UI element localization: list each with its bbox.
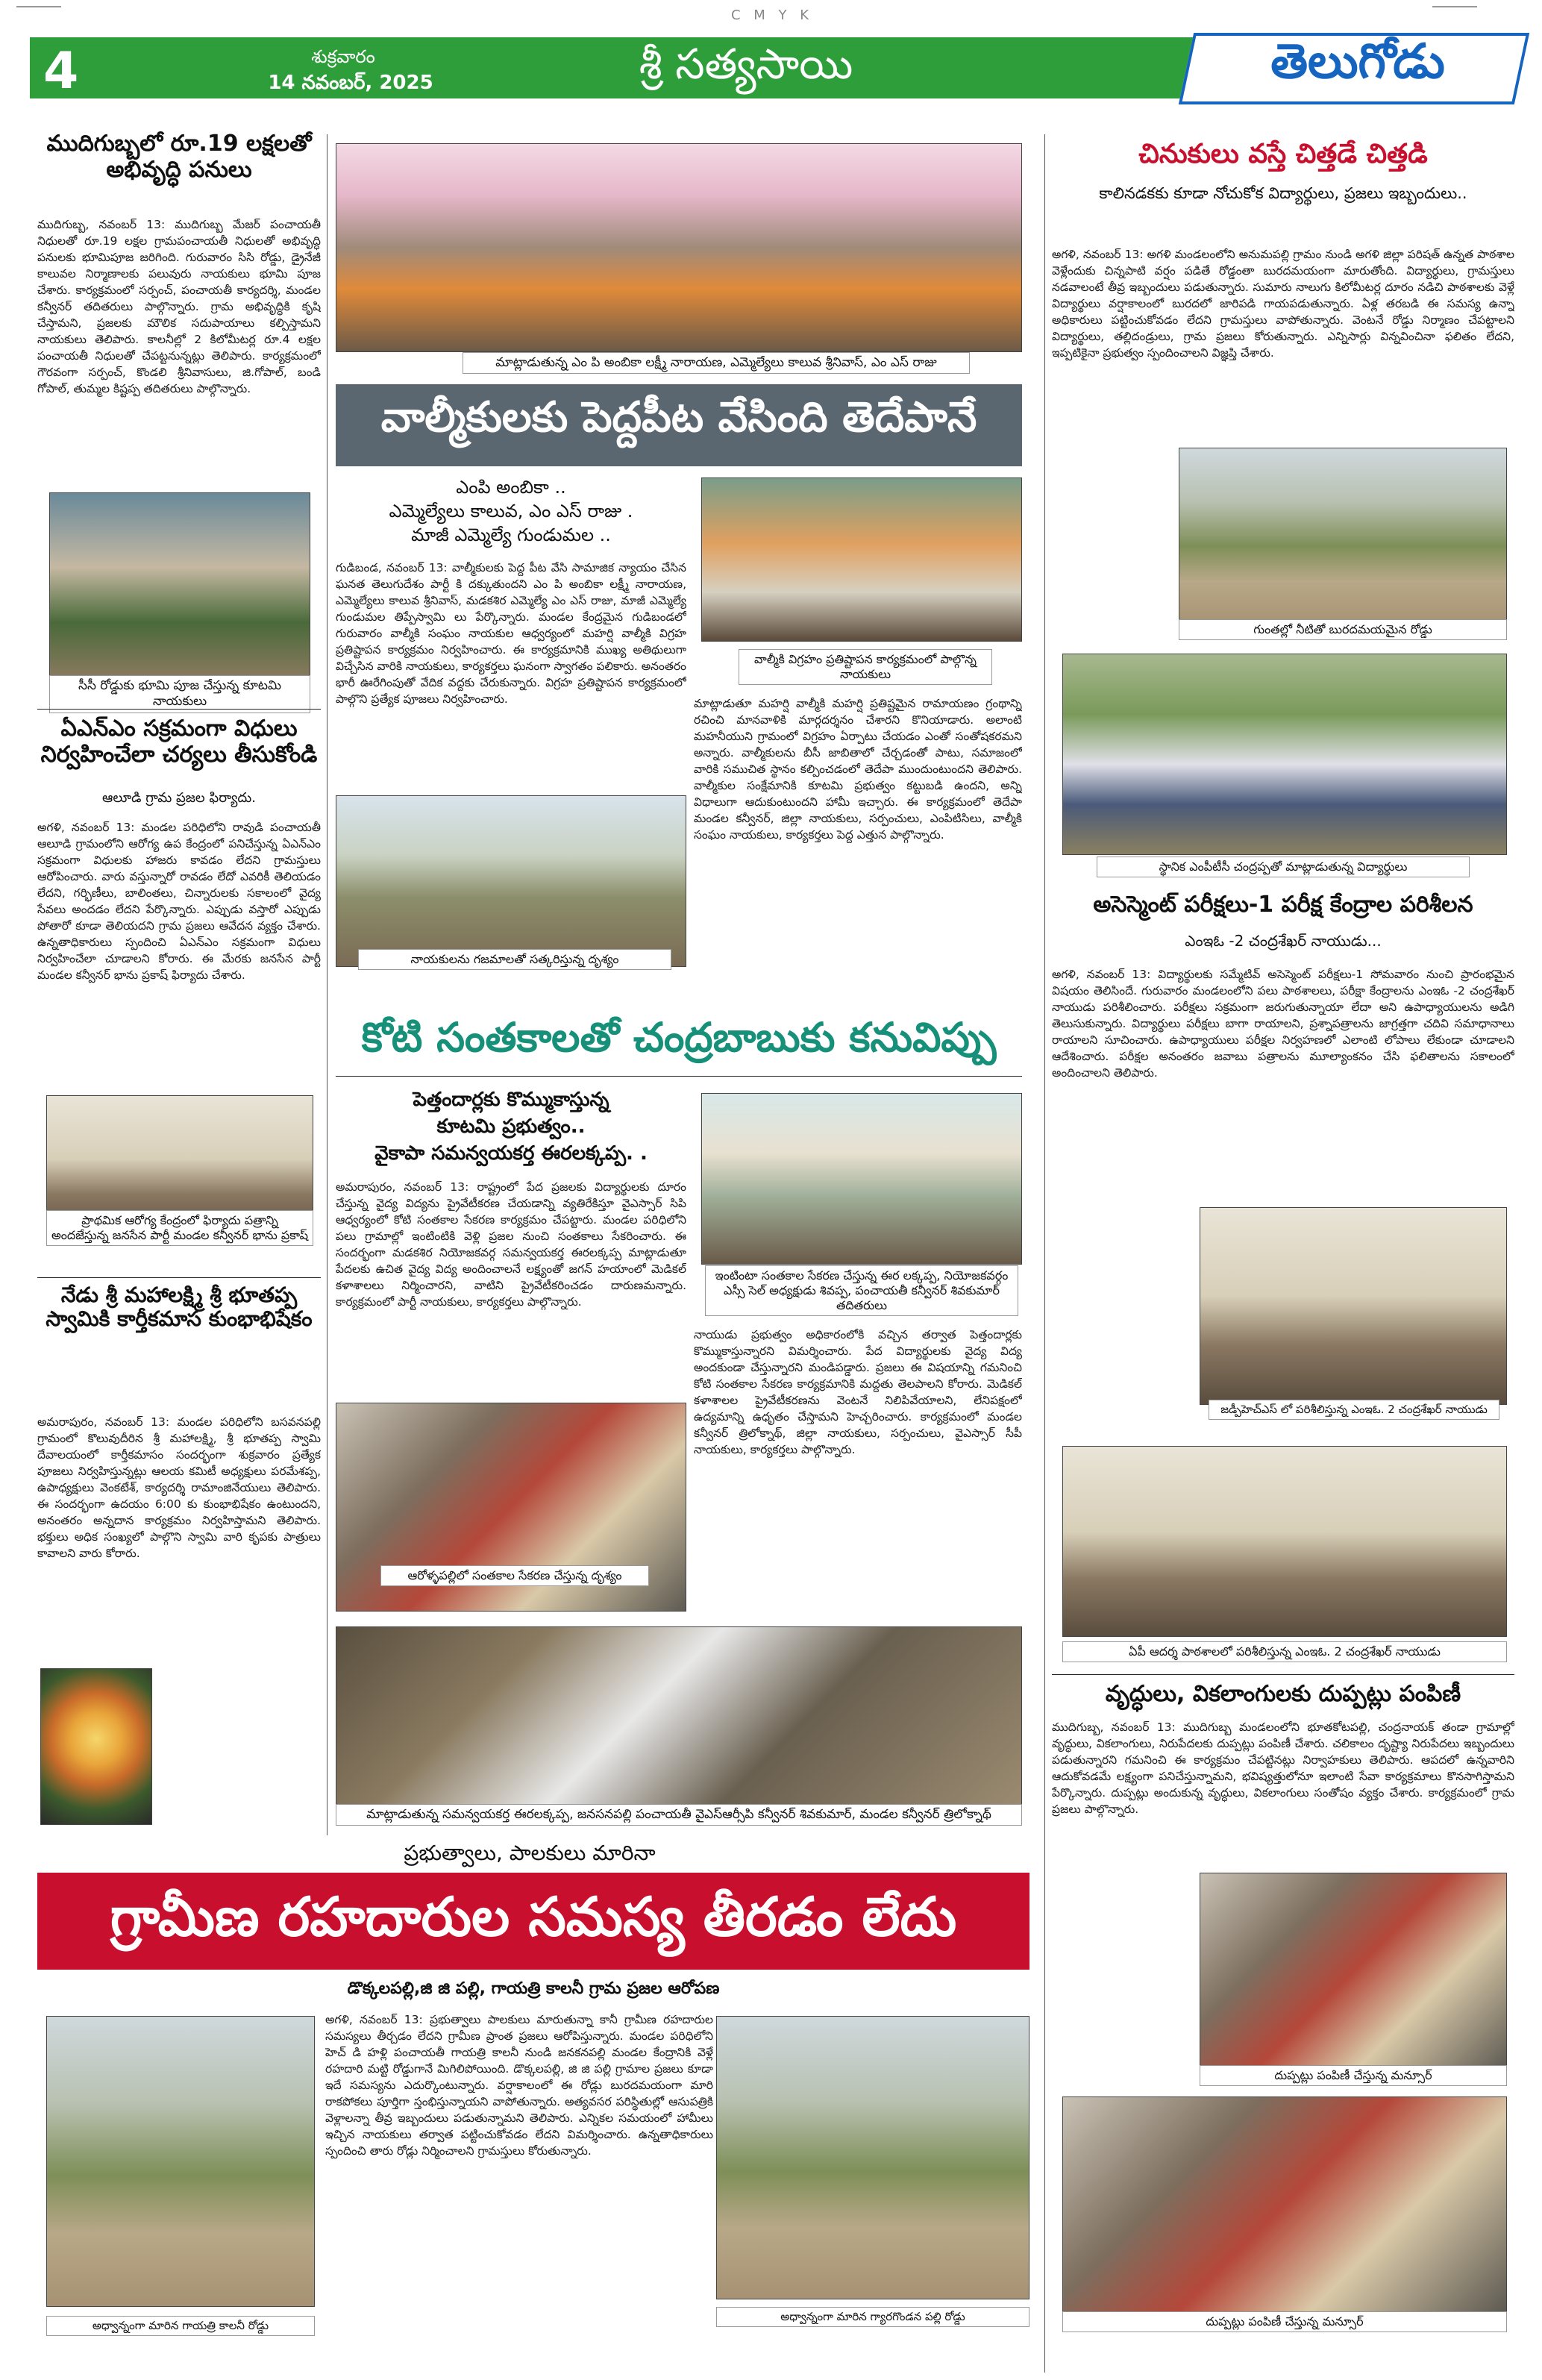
story9-subhead: డొక్కలపల్లి,జి జి పల్లి, గాయత్రి కాలనీ గ్రామ ప్రజల ఆరోపణ — [347, 1979, 720, 1998]
story8-rule — [1052, 1674, 1514, 1675]
story7-photo-1 — [1200, 1207, 1507, 1405]
story5-subhead-2: కూటమి ప్రభుత్వం.. — [436, 1115, 586, 1138]
crop-mark-right — [1432, 6, 1477, 7]
story6-subhead: కాలినడకకు కూడా నోచుకోక విద్యార్థులు, ప్రజలు ఇబ్బందులు.. — [1099, 184, 1467, 202]
story5-subhead-3: వైకాపా సమన్వయకర్త ఈరలక్కప్ప. . — [374, 1142, 648, 1165]
story8-body: ముదిగుబ్బ, నవంబర్ 13: ముదిగుబ్బ మండలంలోని భూతకోటపల్లి, చంద్రనాయక్ తండా గ్రామాల్లో వృద్ధులు, వికలాంగులు, నిరుపేదలకు దుప్పట్లు పంపిణీ చేశారు. చలికాలం దృష్ట్యా నిరుపేదలు ఇబ్బందులు పడుతున్నారని గమనించి ఈ కార్యక్రమం చేపట్టినట్లు నిర్వాహకులు తెలిపారు. ఆపదలో ఉన్నవారిని ఆదుకోవడమే లక్ష్యంగా పనిచేస్తున్నామని, భవిష్యత్తులోనూ ఇలాంటి సేవా కార్యక్రమాలు కొనసాగిస్తామని పేర్కొన్నారు. దుప్పట్లు అందుకున్న వృద్ధులు, వికలాంగులు సంతోషం వ్యక్తం చేశారు. కార్యక్రమంలో గ్రామ ప్రజలు పాల్గొన్నారు. — [1052, 1720, 1514, 1816]
story9-photo1-caption: అధ్వాన్నంగా మారిన గాయత్రి కాలనీ రోడ్డు — [46, 2316, 315, 2336]
masthead-district: శ్రీ సత్యసాయి — [639, 40, 853, 89]
masthead-date: 14 నవంబర్, 2025 — [268, 72, 433, 94]
story4-body-right: మాట్లాడుతూ మహర్షి వాల్మీకి మహర్షి ప్రతిష్టమైన రామాయణం గ్రంథాన్ని రచించి మానవాళికి మార్గదర్శనం చేశారని కొనియాడారు. అలాంటి మహనీయుని గ్రామంలో విగ్రహం ఏర్పాటు చేయడం ఎంతో సంతోషకరమని అన్నారు. వాల్మీకులను బీసీ జాబితాలో చేర్చడంతో పాటు, సమాజంలో వారికి సముచిత స్థానం కల్పించడంలో తెదేపా ముందుంటుందని తెలిపారు. వాల్మీకుల సంక్షేమానికి కూటమి ప్రభుత్వం కట్టుబడి ఉందని, అన్ని విధాలుగా ఆదుకుంటుందని హామీ ఇచ్చారు. ఈ కార్యక్రమంలో తెదేపా మండల కన్వీనర్, జిల్లా నాయకులు, సర్పంచులు, ఎంపిటిసిలు, వాల్మీకి సంఘం నాయకులు, కార్యకర్తలు పెద్ద ఎత్తున పాల్గొన్నారు. — [694, 697, 1022, 842]
story3-rule — [37, 1277, 321, 1278]
story8-photo-1 — [1200, 1873, 1507, 2070]
story4-banner-text: వాల్మీకులకు పెద్దపీట వేసింది తెదేపానే — [380, 393, 977, 442]
story6-photo-2 — [1062, 654, 1507, 855]
cmyk-marks: C M Y K — [730, 7, 814, 23]
story6-photo2-caption: స్థానిక ఎంపీటీసీ చంద్రప్పతో మాట్లాడుతున్న విద్యార్థులు — [1097, 857, 1470, 877]
crop-mark-left — [16, 6, 61, 7]
story9-photo-1 — [46, 2016, 315, 2307]
story8-photo2-caption: దుప్పట్లు పంపిణీ చేస్తున్న మన్సూర్ — [1062, 2311, 1507, 2332]
story5-photo1-caption: ఇంటింటా సంతకాల సేకరణ చేస్తున్న ఈర లక్కప్ప, నియోజకవర్గం ఎస్సీ సెల్ అధ్యక్షుడు శివప్ప, పంచాయతీ కన్వీనర్ శివకుమార్ తదితరులు — [705, 1265, 1018, 1316]
story1-headline: ముదిగుబ్బలో రూ.19 లక్షలతో అభివృద్ధి పనులు — [46, 131, 312, 183]
story1-body: ముదిగుబ్బ, నవంబర్ 13: ముదిగుబ్బ మేజర్ పంచాయతీ నిధులతో రూ.19 లక్షల గ్రామపంచాయతీ నిధులతో అభివృద్ధి పనులకు భూమిపూజ జరిగింది. గురువారం సిసి రోడ్డు, డ్రైనేజీ కాలువల నిర్మాణాలకు పలువురు నాయకులు భూమి పూజ చేశారు. కార్యక్రమంలో సర్పంచ్, పంచాయతీ కార్యదర్శి, మండల కన్వీనర్ తదితరులు పాల్గొన్నారు. గ్రామ అభివృద్ధికి కృషి చేస్తామని, ప్రజలకు మౌలిక సదుపాయాలు కల్పిస్తామని నాయకులు తెలిపారు. కాలనీల్లో 2 కిలోమీటర్ల రూ.4 లక్షల పంచాయతీ నిధులతో చేపట్టనున్నట్లు తెలిపారు. కార్యక్రమంలో గౌరవంగా సర్పంచ్, కొండలి శ్రీనివాసులు, జి.గోపాల్, బండి గోపాల్, తుమ్మల కిష్టప్ప తదితరులు పాల్గొన్నారు. — [37, 218, 321, 395]
story2-caption: ప్రాథమిక ఆరోగ్య కేంద్రంలో ఫిర్యాదు పత్రాన్ని అందజేస్తున్న జనసేన పార్టీ మండల కన్వీనర్ భాను ప్రకాష్ — [46, 1210, 313, 1246]
story9-photo2-caption: అధ్వాన్నంగా మారిన గ్యారగొండన పల్లి రోడ్డు — [716, 2307, 1029, 2327]
story5-photo3-caption: మాట్లాడుతున్న సమన్వయకర్త ఈరలక్కప్ప, జనసనపల్లి పంచాయతీ వైఎస్ఆర్సీపి కన్వీనర్ శివకుమార్, మండల కన్వీనర్ త్రిలోక్నాథ్ — [336, 1804, 1022, 1826]
story3-photo — [40, 1668, 152, 1825]
story3-headline: నేడు శ్రీ మహాలక్ష్మి శ్రీ భూతప్ప స్వామికి కార్తీకమాస కుంభాభిషేకం — [46, 1283, 313, 1332]
column-rule-2 — [1044, 134, 1045, 2373]
story9-kicker: ప్రభుత్వాలు, పాలకులు మారినా — [404, 1841, 656, 1865]
story5-body-left: అమరాపురం, నవంబర్ 13: రాష్ట్రంలో పేద ప్రజలకు విద్యార్థులకు దూరం చేస్తున్న వైద్య విద్యను ప్రైవేటీకరణ చేయడాన్ని వ్యతిరేకిస్తూ వైఎస్సార్ సిపి ఆధ్వర్యంలో కోటి సంతకాల సేకరణ కార్యక్రమం చేపట్టారు. మండల పరిధిలోని పలు గ్రామాల్లో ఇంటింటికి వెళ్లి ప్రజల నుంచి సంతకాలు సేకరించారు. ఈ సందర్భంగా మడకశిర నియోజకవర్గ సమన్వయకర్త ఈరలక్కప్ప మాట్లాడుతూ పేదలకు ఉచిత వైద్య విద్య అందించాలనే లక్ష్యంతో జగన్ హయాంలో మెడికల్ కళాశాలలు నిర్మించారని, వాటిని ప్రైవేటీకరించడం దారుణమన్నారు. కార్యక్రమంలో పార్టీ నాయకులు, కార్యకర్తలు పాల్గొన్నారు. — [336, 1180, 686, 1309]
brand-logo: తెలుగోడు — [1270, 34, 1445, 90]
story9-photo-2 — [716, 2016, 1029, 2299]
story7-photo2-caption: ఏపీ ఆదర్శ పాఠశాలలో పరిశీలిస్తున్న ఎంఇఓ. 2 చంద్రశేఖర్ నాయుడు — [1062, 1641, 1507, 1662]
story4-subhead-3: మాజీ ఎమ్మెల్యే గుండుమల .. — [411, 524, 611, 545]
story6-headline: చినుకులు వస్తే చిత్తడే చిత్తడి — [1138, 139, 1428, 169]
story5-body-right: నాయుడు ప్రభుత్వం అధికారంలోకి వచ్చిన తర్వాత పెత్తందార్లకు కొమ్ముకాస్తున్నారని విమర్శించారు. పేద విద్యార్థులకు వైద్య విద్య అందకుండా చేస్తున్నారని మండిపడ్డారు. ప్రజలు ఈ విషయాన్ని గమనించి కోటి సంతకాల సేకరణ కార్యక్రమానికి మద్దతు తెలపాలని కోరారు. మెడికల్ కళాశాలల ప్రైవేటీకరణను వెంటనే నిలిపివేయాలని, లేనిపక్షంలో ఉద్యమాన్ని ఉధృతం చేస్తామని హెచ్చరించారు. కార్యక్రమంలో మండల కన్వీనర్ త్రిలోక్నాథ్, జిల్లా నాయకులు, సర్పంచులు, వైఎస్సార్ సీపీ నాయకులు, కార్యకర్తలు పాల్గొన్నారు. — [694, 1328, 1022, 1456]
story2-subhead: ఆలూడి గ్రామ ప్రజల ఫిర్యాదు. — [102, 790, 256, 806]
story7-photo1-caption: జడ్పీహెచ్ఎస్ లో పరిశీలిస్తున్న ఎంఇఓ. 2 చంద్రశేఖర్ నాయుడు — [1209, 1400, 1499, 1420]
story6-body: అగళి, నవంబర్ 13: అగళి మండలంలోని అనుమపల్లి గ్రామం నుండి అగళి జిల్లా పరిషత్ ఉన్నత పాఠశాల వెళ్లేందుకు చిన్నపాటి వర్షం పడితే రోడ్డంతా బురదమయంగా మారుతోంది. విద్యార్థులు, గ్రామస్తులు నడవాలంటే తీవ్ర ఇబ్బందులు పడుతున్నారు. సుమారు నాలుగు కిలోమీటర్ల దూరం నడిచి పాఠశాలకు వెళ్లే విద్యార్థులు వర్షాకాలంలో బురదలో జారిపడి గాయపడుతున్నారు. ఏళ్ల తరబడి ఈ సమస్య ఉన్నా అధికారులు పట్టించుకోవడం లేదని గ్రామస్తులు వాపోతున్నారు. వెంటనే రోడ్డు నిర్మాణం చేపట్టాలని విద్యార్థులు, తల్లిదండ్రులు, గ్రామ ప్రజలు కోరుతున్నారు. ఎన్నిసార్లు విన్నవించినా ఫలితం లేదని, ఇప్పటికైనా ప్రభుత్వం స్పందించాలని విజ్ఞప్తి చేశారు. — [1052, 248, 1514, 360]
story3-body: అమరాపురం, నవంబర్ 13: మండల పరిధిలోని బసవనపల్లి గ్రామంలో కొలువుదీరిన శ్రీ మహాలక్ష్మి, శ్రీ భూతప్ప స్వామి దేవాలయంలో కార్తీకమాసం సందర్భంగా శుక్రవారం ప్రత్యేక పూజలు నిర్వహిస్తున్నట్లు ఆలయ కమిటీ అధ్యక్షులు పరమేశప్ప, ఉపాధ్యక్షులు వెంకటేశ్, కార్యదర్శి రామాంజినేయులు తెలిపారు. ఈ సందర్భంగా ఉదయం 6:00 కు కుంభాభిషేకం ఉంటుందని, అనంతరం అన్నదాన కార్యక్రమం నిర్వహిస్తామని తెలిపారు. భక్తులు అధిక సంఖ్యలో పాల్గొని స్వామి వారి కృపకు పాత్రులు కావాలని వారు కోరారు. — [37, 1415, 321, 1560]
story4-photo1-caption: మాట్లాడుతున్న ఎం పి అంబికా లక్ష్మీ నారాయణ, ఎమ్మెల్యేలు కాలువ శ్రీనివాస్, ఎం ఎస్ రాజు — [463, 352, 970, 374]
story2-rule — [37, 709, 321, 710]
story4-photo-3 — [336, 795, 686, 967]
story4-photo-2 — [701, 477, 1022, 642]
story5-photo-3 — [336, 1626, 1022, 1806]
story1-caption: సీసీ రోడ్డుకు భూమి పూజ చేస్తున్న కూటమి నాయకులు — [49, 675, 310, 713]
story8-photo-2 — [1062, 2096, 1507, 2313]
story7-subhead: ఎంఇఓ -2 చంద్రశేఖర్ నాయుడు... — [1185, 932, 1382, 950]
story5-rule — [336, 1076, 1022, 1077]
story8-headline: వృద్ధులు, వికలాంగులకు దుప్పట్లు పంపిణీ — [1105, 1681, 1461, 1707]
story4-photo-1 — [336, 143, 1022, 352]
story4-subhead-2: ఎమ్మెల్యేలు కాలువ, ఎం ఎస్ రాజు . — [389, 501, 633, 522]
story4-photo2-caption: వాల్మీకి విగ్రహం ప్రతిష్టాపన కార్యక్రమంలో పాల్గొన్న నాయకులు — [739, 649, 992, 685]
story7-body: అగళి, నవంబర్ 13: విద్యార్థులకు సమ్మేటివ్ అసెస్మెంట్ పరీక్షలు-1 సోమవారం నుంచి ప్రారంభమైన విషయం తెలిసిందే. గురువారం మండలంలోని పలు పాఠశాలలు, పరీక్షా కేంద్రాలను ఎంఇఓ -2 చంద్రశేఖర్ నాయుడు పరిశీలించారు. పరీక్షలు సక్రమంగా జరుగుతున్నాయా లేదా అని ఉపాధ్యాయులను అడిగి తెలుసుకున్నారు. విద్యార్థులు పరీక్షలు బాగా రాయాలని, ప్రశ్నాపత్రాలను జాగ్రత్తగా చదివి సమాధానాలు రాయాలని సూచించారు. ఉపాధ్యాయులు పరీక్షల నిర్వహణలో ఎలాంటి లోపాలు లేకుండా చూడాలని ఆదేశించారు. పరీక్షల అనంతరం జవాబు పత్రాలను మూల్యాంకనం చేసి ఫలితాలను సకాలంలో అందించాలని తెలిపారు. — [1052, 968, 1514, 1080]
story8-photo1-caption: దుప్పట్లు పంపిణీ చేస్తున్న మన్సూర్ — [1200, 2065, 1507, 2086]
story5-subhead-1: పెత్తందార్లకు కొమ్ముకాస్తున్న — [413, 1089, 609, 1111]
page-number: 4 — [43, 42, 79, 101]
story9-banner-text: గ్రామీణ రహదారుల సమస్య తీరడం లేదు — [110, 1885, 957, 1948]
story2-body: అగళి, నవంబర్ 13: మండల పరిధిలోని రావుడి పంచాయతీ ఆలూడి గ్రామంలోని ఆరోగ్య ఉప కేంద్రంలో పనిచేస్తున్న ఏఎన్ఎం సక్రమంగా విధులకు హాజరు కావడం లేదని గ్రామస్తులు ఆరోపించారు. వారు వస్తున్నారో రావడం లేదో ఎవరికీ తెలియడం లేదని, గర్భిణీలు, బాలింతలు, చిన్నారులకు సకాలంలో వైద్య సేవలు అందడం లేదని పేర్కొన్నారు. ఎప్పుడు వస్తారో ఎప్పుడు పోతారో కూడా తెలియదని గ్రామ ప్రజలు ఆవేదన వ్యక్తం చేశారు. ఉన్నతాధికారులు స్పందించి ఏఎన్ఎం సక్రమంగా విధులు నిర్వహించేలా చూడాలని కోరారు. ఈ మేరకు జనసేన పార్టీ మండల కన్వీనర్ భాను ప్రకాష్ ఫిర్యాదు చేశారు. — [37, 821, 321, 982]
story2-headline: ఏఎన్ఎం సక్రమంగా విధులు నిర్వహించేలా చర్యలు తీసుకోండి — [40, 715, 318, 768]
masthead-day: శుక్రవారం — [311, 46, 375, 67]
story9-body: అగళి, నవంబర్ 13: ప్రభుత్వాలు పాలకులు మారుతున్నా కానీ గ్రామీణ రహదారుల సమస్యలు తీర్చడం లేదని గ్రామీణ ప్రాంత ప్రజలు ఆరోపిస్తున్నారు. మండల పరిధిలోని హెచ్ డి హళ్లి పంచాయతీ గాయత్రి కాలనీ నుండి జనకనపల్లి మండల కేంద్రానికి వెళ్లే రహదారి మట్టి రోడ్డుగానే మిగిలిపోయింది. డొక్కలపల్లి, జి జి పల్లి గ్రామాల ప్రజలు కూడా ఇదే సమస్యను ఎదుర్కొంటున్నారు. వర్షాకాలంలో ఈ రోడ్లు బురదమయంగా మారి రాకపోకలు పూర్తిగా స్తంభిస్తున్నాయని వాపోతున్నారు. అత్యవసర పరిస్థితుల్లో ఆసుపత్రికి వెళ్లాలన్నా తీవ్ర ఇబ్బందులు పడుతున్నామని తెలిపారు. ఎన్నికల సమయంలో హామీలు ఇచ్చిన నాయకులు తర్వాత పట్టించుకోవడం లేదని విమర్శించారు. ఉన్నతాధికారులు స్పందించి తారు రోడ్లు నిర్మించాలని గ్రామస్తులు కోరుతున్నారు. — [325, 2013, 713, 2158]
story7-photo-2 — [1062, 1446, 1507, 1637]
story6-photo1-caption: గుంతల్లో నీటితో బురదమయమైన రోడ్డు — [1179, 619, 1507, 640]
story1-photo — [49, 492, 310, 679]
story5-photo-1 — [701, 1093, 1022, 1265]
story5-photo2-caption: ఆరోళ్ళపల్లిలో సంతకాల సేకరణ చేస్తున్న దృశ్యం — [380, 1565, 649, 1586]
story4-body-left: గుడిబండ, నవంబర్ 13: వాల్మీకులకు పెద్ద పీట వేసి సామాజిక న్యాయం చేసిన ఘనత తెలుగుదేశం పార్టీ కి దక్కుతుందని ఎం పి అంబికా లక్ష్మీ నారాయణ, ఎమ్మెల్యేలు కాలువ శ్రీనివాస్, మడకశిర ఎమ్మెల్యే ఎం ఎస్ రాజు, మాజీ ఎమ్మెల్యే గుండుమల తిప్పేస్వామి లు పేర్కొన్నారు. మండల కేంద్రమైన గుడిబండలో గురువారం వాల్మీకి సంఘం నాయకుల ఆధ్వర్యంలో మహర్షి వాల్మీకి విగ్రహ ప్రతిష్టాపన కార్యక్రమం నిర్వహించారు. ఈ కార్యక్రమానికి ముఖ్య అతిథులుగా విచ్చేసిన వారికి నాయకులు, కార్యకర్తలు ఘనంగా స్వాగతం పలికారు. అనంతరం భారీ ఊరేగింపుతో వేదిక వద్దకు చేరుకున్నారు. విగ్రహ ప్రతిష్టాపన కార్యక్రమంలో పాల్గొని ప్రత్యేక పూజలు నిర్వహించారు. — [336, 561, 686, 706]
story6-photo-1 — [1179, 448, 1507, 627]
story4-subhead-1: ఎంపి అంబికా .. — [456, 477, 566, 498]
story5-banner: కోటి సంతకాలతో చంద్రబాబుకు కనువిప్పు — [361, 1014, 997, 1061]
story4-photo3-caption: నాయకులను గజమాలతో సత్కరిస్తున్న దృశ్యం — [358, 949, 671, 970]
story7-headline: అసెస్మెంట్ పరీక్షలు-1 పరీక్ష కేంద్రాల పరిశీలన — [1093, 892, 1473, 918]
